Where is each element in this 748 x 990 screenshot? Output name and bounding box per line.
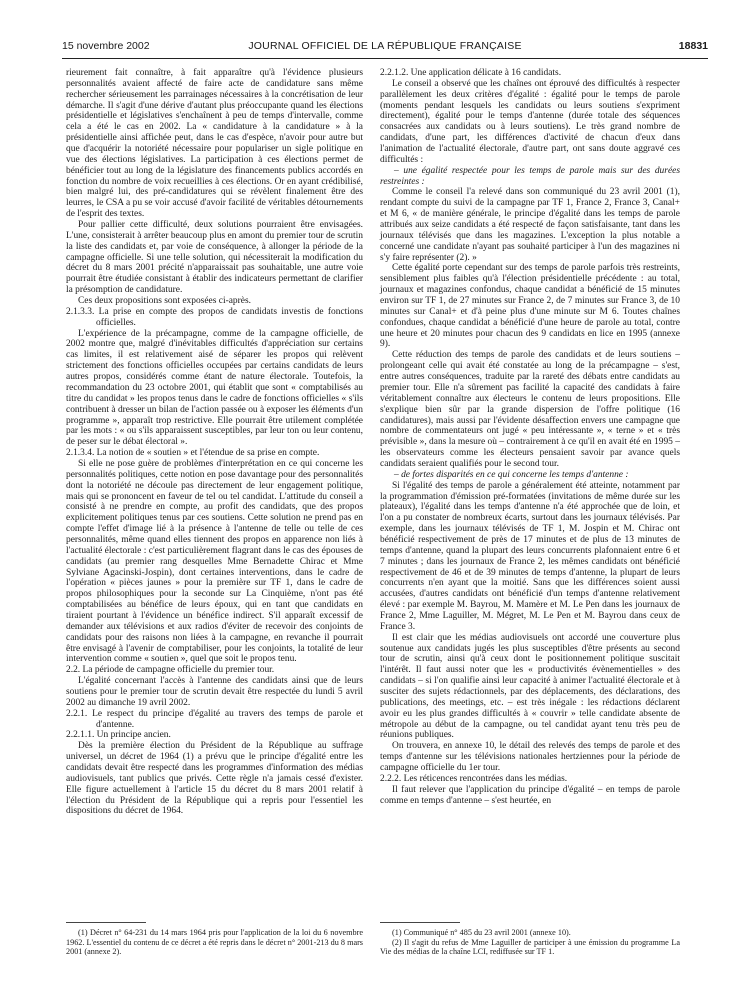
footnotes-right [380, 928, 680, 957]
section-heading: 2.1.3.3. La prise en compte des propos de candidats investis de fonctions officielles. [66, 306, 363, 328]
subheading: – une égalité respectée pour les temps de parole mais sur des durées restreintes : [380, 165, 680, 187]
paragraph: L'expérience de la précampagne, comme de la campagne officielle, de 2002 montre que, malgré d'inévitables difficultés d'appréciation sur certains cas limites, il est relativement aisé de séparer les propos qui relèvent strictement des fonctions officielles occupées par certains candidats de leurs autres propos, considérés comme étant de nature électorale. Toutefois, la recommandation du 23 octobre 2001, qui établit que sont « comptabilisés au titre du candidat » les propos tenus dans le cadre de fonctions officielles « s'ils contribuent à dresser un bilan de l'action passée ou à exposer les éléments d'un programme », apparaît trop restrictive. Elle pourrait être utilement complétée par les mots : « ou s'ils apparaissent susceptibles, par leur ton ou leur contenu, de peser sur le débat électoral ». [66, 328, 363, 448]
paragraph: rieurement fait connaître, à fait apparaître qu'à l'évidence plusieurs personnalités avaient affecté de faire acte de candidature sans même rechercher sérieusement les parrainages nécessaires à la concrétisation de leur démarche. Il s'agit d'une dérive d'autant plus préoccupante quand les élections présidentielle et législatives s'enchaînent à peu de temps d'intervalle, comme cela a été le cas en 2002. La « candidature à la candidature » à la présidentielle ainsi affichée peut, dans le cas d'espèce, n'avoir pour autre but que d'acquérir la notoriété nécessaire pour populariser un sigle politique en vue des élections législatives. La participation à ces élections permet de bénéficier tout au long de la législature des financements publics accordés en fonction du nombre de voix recueillies à ces élections. Or en ayant crédibilisé, bien malgré lui, des pré-candidatures qui se révèlent finalement être des leurres, le CSA a pu se voir accusé d'avoir facilité de véritables détournements de l'esprit des textes. [66, 68, 363, 220]
footnote: (1) Communiqué n° 485 du 23 avril 2001 (annexe 10). [392, 928, 571, 937]
paragraph: On trouvera, en annexe 10, le détail des relevés des temps de parole et des temps d'antenne sur les télévisions nationales hertziennes pour la période de campagne officielle du 1er tour. [380, 741, 680, 773]
paragraph: Cette réduction des temps de parole des candidats et de leurs soutiens – prolongeant celle qui avait été constatée au long de la précampagne – s'est, entre autres conséquences, traduite par la rareté des débats entre candidats au premier tour. Elle n'a sûrement pas facilité la capacité des candidats à faire véritablement connaître aux électeurs le contenu de leurs propositions. Elle s'explique bien sûr par la grande dispersion de l'offre politique (16 candidatures), mais aussi par l'évidente désaffection envers une campagne que nombre de commentateurs ont jugé « peu intéressante », « terne » et « très prévisible », dans la mesure où – contrairement à ce qu'il en avait été en 1995 – les observateurs comme les électeurs pensaient savoir par avance quels candidats seraient qualifiés pour le second tour. [380, 350, 680, 469]
header-date: 15 novembre 2002 [62, 40, 150, 52]
section-heading: 2.1.3.4. La notion de « soutien » et l'étendue de sa prise en compte. [66, 448, 320, 459]
paragraph: Ces deux propositions sont exposées ci-après. [78, 296, 251, 307]
journal-title: JOURNAL OFFICIEL DE LA RÉPUBLIQUE FRANÇAISE [248, 40, 522, 52]
paragraph: Cette égalité porte cependant sur des temps de parole parfois très restreints, sensiblement plus faibles qu'à l'élection présidentielle précédente : au total, journaux et magazines confondus, chaque candidat a bénéficié de 15 minutes environ sur TF 1, de 27 minutes sur France 2, de 7 minutes sur France 3, de 10 minutes sur Canal+ et d'à peine plus d'une minute sur M 6. Toutes chaînes confondues, chaque candidat a bénéficié d'une heure de parole au total, contre une heure et 20 minutes pour chacun des 9 candidats en lice en 1995 (annexe 9). [380, 263, 680, 350]
header-rule [62, 58, 708, 59]
footnotes-left [66, 928, 363, 957]
section-heading: 2.2. La période de campagne officielle du premier tour. [66, 665, 275, 676]
paragraph: Comme le conseil l'a relevé dans son communiqué du 23 avril 2001 (1), rendant compte du suivi de la campagne par TF 1, France 2, France 3, Canal+ et M 6, « de manière générale, le principe d'égalité dans les temps de parole attribués aux seize candidats a été respecté de façon satisfaisante, tant dans les journaux télévisés que dans les magazines. L'exception la plus notable a concerné une candidate n'ayant pas souhaité participer à l'un des magazines ni s'y faire représenter (2). » [380, 187, 680, 263]
paragraph: Il est clair que les médias audiovisuels ont accordé une couverture plus soutenue aux candidats jugés les plus susceptibles d'être présents au second tour de scrutin, ainsi qu'à ceux dont le positionnement politique suscitait l'intérêt. Il faut aussi noter que les « productivités évènementielles » des candidats – si l'on qualifie ainsi leur capacité à animer l'actualité électorale et à susciter des sujets rédactionnels, par des déplacements, des déclarations, des publications, des meetings, etc. – est très inégale : les rédactions déclarent avoir eu les plus grandes difficultés à « couvrir » telle candidate absente de métropole au début de la campagne, ou tel candidat ayant tenu très peu de réunions publiques. [380, 632, 680, 741]
left-column [66, 68, 363, 817]
paragraph: Il faut relever que l'application du principe d'égalité – en temps de parole comme en temps d'antenne – s'est heurtée, en [380, 784, 680, 806]
section-heading: 2.2.1. Le respect du principe d'égalité au travers des temps de parole et d'antenne. [66, 708, 363, 730]
footnote: (1) Décret n° 64-231 du 14 mars 1964 pris pour l'application de la loi du 6 novembre 1962. L'essentiel du contenu de ce décret a été repris dans le décret n° 2001-213 du 8 mars 2001 (annexe 2). [66, 928, 363, 957]
paragraph: Pour pallier cette difficulté, deux solutions pourraient être envisagées. L'une, consisterait à arrêter beaucoup plus en amont du premier tour de scrutin la liste des candidats et, par voie de conséquence, à allonger la période de la campagne officielle. Si une telle solution, qui nécessiterait la modification du décret du 8 mars 2001 précité n'apparaissait pas souhaitable, une autre voie pourrait être étudiée consistant à établir des indicateurs permettant de clarifier la présomption de candidature. [66, 220, 363, 296]
page-number: 18831 [678, 40, 708, 52]
section-heading: 2.2.1.2. Une application délicate à 16 candidats. [380, 68, 562, 78]
paragraph: Dès la première élection du Président de la République au suffrage universel, un décret de 1964 (1) a prévu que le principe d'égalité entre les candidats devait être respecté dans les programmes d'information des médias audiovisuels, tant publics que privés. Cette règle n'a jamais cessé d'exister. Elle figure actuellement à l'article 15 du décret du 8 mars 2001 relatif à l'élection du Président de la République qui a repris pour l'essentiel les dispositions du décret de 1964. [66, 741, 363, 817]
section-heading: 2.2.2. Les réticences rencontrées dans les médias. [380, 773, 568, 784]
footnote: (2) Il s'agit du refus de Mme Laguiller de participer à une émission du programme La Vie des médias de la chaîne LCI, rediffusée sur TF 1. [380, 937, 680, 957]
section-heading: 2.2.1.1. Un principe ancien. [66, 730, 171, 741]
paragraph: Si l'égalité des temps de parole a généralement été atteinte, notamment par la programmation d'émission pré-formatées (invitations de même durée sur les plateaux), l'égalité dans les temps d'antenne n'a été approchée que de loin, et l'on a pu constater de nombreux écarts, surtout dans les journaux télévisés. Par exemple, dans les journaux télévisés de TF 1, M. Jospin et M. Chirac ont bénéficié respectivement de près de 17 minutes et de plus de 13 minutes de temps d'antenne, quand la plupart des leurs concurrents plafonnaient entre 6 et 7 minutes ; dans les journaux de France 2, les mêmes candidats ont bénéficié respectivement de 46 et de 39 minutes de temps d'antenne, la plupart de leurs concurrents n'en ayant que la moitié. Sans que les différences soient aussi accusées, d'autres candidats ont bénéficié d'un temps d'antenne relativement élevé : par exemple M. Bayrou, M. Mamère et M. Le Pen dans les journaux de France 2, Mme Laguiller, M. Mégret, M. Le Pen et M. Bayrou dans ceux de France 3. [380, 480, 680, 632]
subheading: – de fortes disparités en ce qui concerne les temps d'antenne : [394, 469, 629, 480]
paragraph: Le conseil a observé que les chaînes ont éprouvé des difficultés à respecter parallèlement les deux critères d'égalité : égalité pour le temps de parole (moments pendant lesquels les candidats ou leurs soutiens s'expriment directement), égalité pour le temps d'antenne (durée totale des séquences consacrées aux candidats ou à leurs soutiens). Le très grand nombre de candidats, d'une part, les différences d'activité de chacun d'eux dans l'animation de l'actualité électorale, d'autre part, ont sans doute aggravé ces difficultés : [380, 78, 680, 165]
footnote-rule [380, 922, 460, 923]
paragraph: Si elle ne pose guère de problèmes d'interprétation en ce qui concerne les personnalités politiques, cette notion en pose davantage pour des personnalités dont la notoriété ne découle pas directement de leur engagement politique, mais qui se prononcent en faveur de tel ou tel candidat. L'attitude du conseil a consisté à ne prendre en compte, au profit des candidats, que des propos explicitement politiques tenus par ces soutiens. Cette solution ne prend pas en compte l'effet d'image lié à la présence à l'antenne de telle ou telle de ces personnalités, même quand elles tiennent des propos en apparence non liés à l'actualité électorale : c'est particulièrement flagrant dans le cas des épouses de candidats (au premier rang desquelles Mme Bernadette Chirac et Mme Sylviane Agacinski-Jospin), dont certaines interventions, dans le cadre de l'opération « pièces jaunes » pour la première sur TF 1, dans le cadre de propos philosophiques pour la seconde sur La Cinquième, n'ont pas été comptabilisées au bénéfice de leurs époux, qui en tant que candidats en tiraient pourtant à l'évidence un bénéfice indirect. S'il apparaît excessif de demander aux télévisions et aux radios d'éviter de recevoir des conjoints de candidats pour des raisons non liées à la campagne, en revanche il pourrait être envisagé à l'avenir de comptabiliser, pour les conjoints, la totalité de leur intervention comme « soutien », quel que soit le propos tenu. [66, 458, 363, 665]
paragraph: L'égalité concernant l'accès à l'antenne des candidats ainsi que de leurs soutiens pour le premier tour de scrutin devait être respectée du lundi 5 avril 2002 au dimanche 19 avril 2002. [66, 676, 363, 708]
footnote-rule [66, 922, 146, 923]
page-header [62, 40, 708, 56]
right-column [380, 68, 680, 806]
